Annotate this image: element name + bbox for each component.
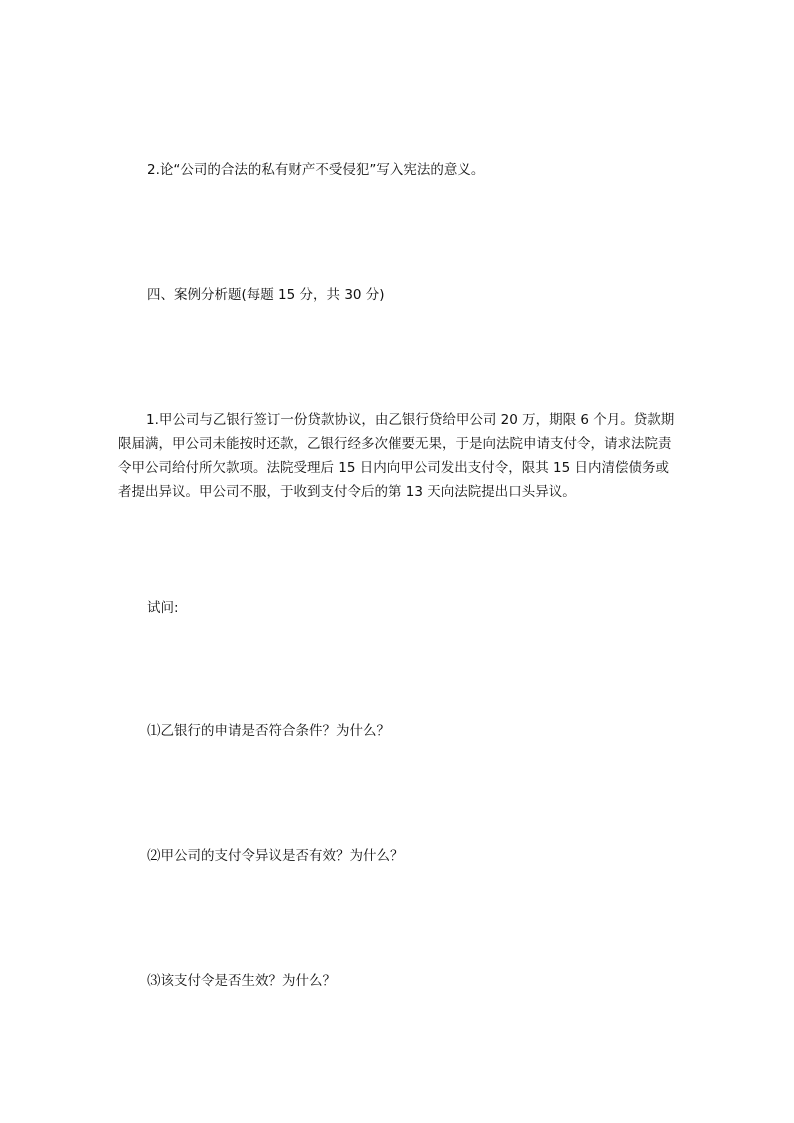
essay-question-2: 2.论“公司的合法的私有财产不受侵犯”写入宪法的意义。 <box>147 162 485 178</box>
section-heading-case-analysis: 四、案例分析题(每题 15 分，共 30 分) <box>147 287 385 303</box>
sub-question-3: ⑶该支付令是否生效？为什么？ <box>147 973 336 989</box>
ask-label: 试问: <box>147 600 179 616</box>
sub-question-1: ⑴乙银行的申请是否符合条件？为什么？ <box>147 723 390 739</box>
case-1-description: 1.甲公司与乙银行签订一份贷款协议，由乙银行贷给甲公司 20 万，期限 6 个月。贷款期限届满，甲公司未能按时还款，乙银行经多次催要无果，于是向法院申请支付令，请求法院责令甲公司给付所欠款项。法院受理后 15 日内向甲公司发出支付令，限其 15 日内清偿债务或者提出异议。甲公司不服，于收到支付令后的第 13 天向法院提出口头异议。 <box>118 412 675 500</box>
sub-question-2: ⑵甲公司的支付令异议是否有效？为什么？ <box>147 848 404 864</box>
